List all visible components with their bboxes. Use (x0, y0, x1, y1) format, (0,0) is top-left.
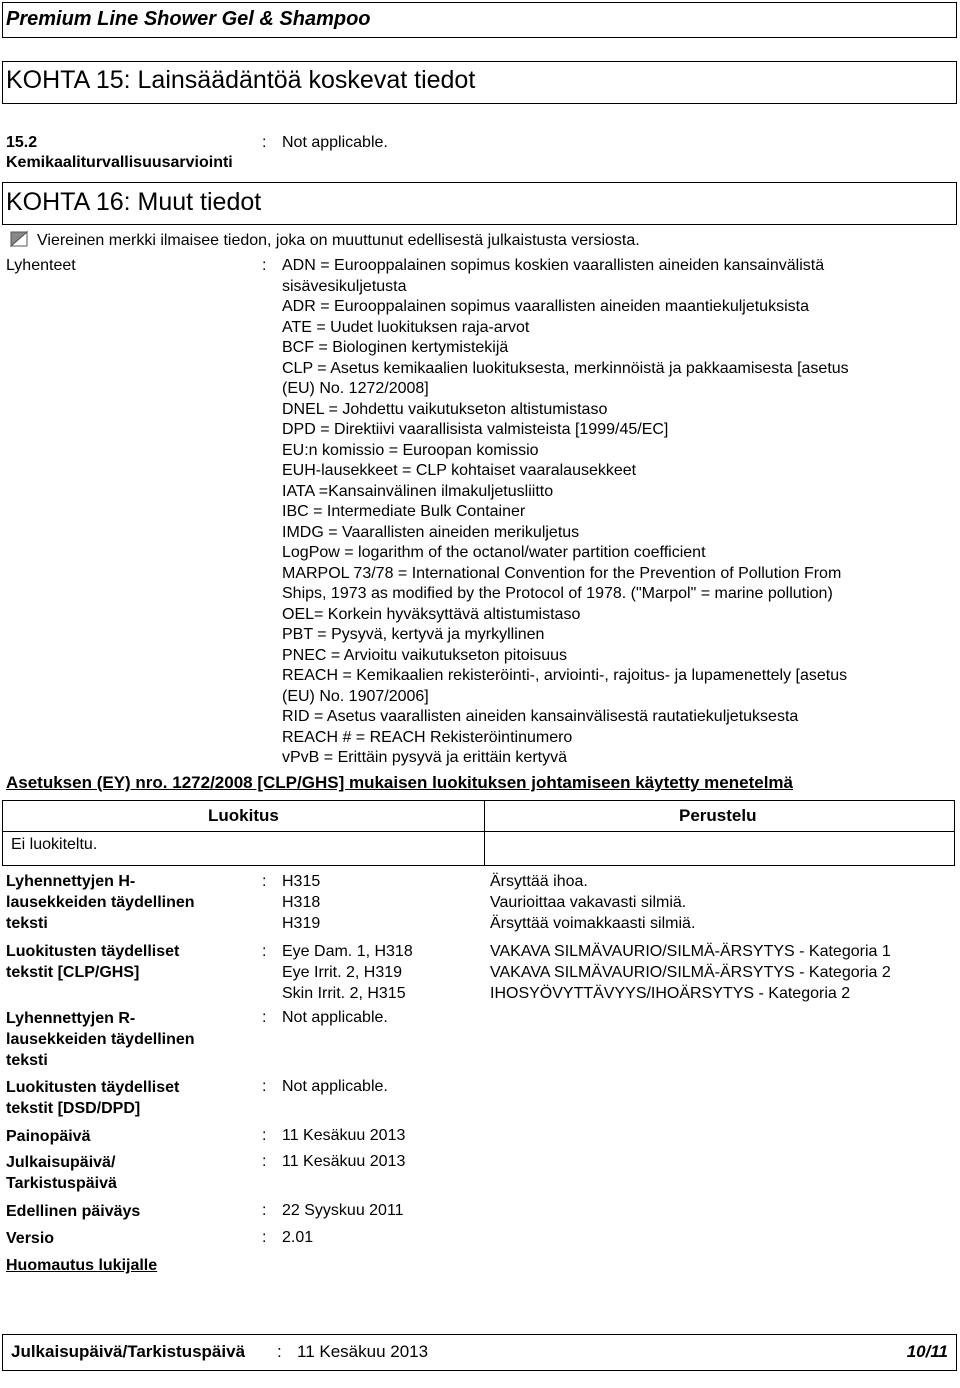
abbreviation-line: CLP = Asetus kemikaalien luokituksesta, merkinnöistä ja pakkaamisesta [asetus (282, 359, 849, 377)
issue-date-value: 11 Kesäkuu 2013 (282, 1153, 406, 1170)
abbreviation-line: MARPOL 73/78 = International Convention for the Prevention of Pollution From (282, 564, 842, 582)
clp-text: IHOSYÖVYTTÄVYYS/IHOÄRSYTYS - Kategoria 2 (490, 985, 851, 1002)
clp-classification-texts (490, 941, 891, 1004)
abbreviation-line: sisävesikuljetusta (282, 277, 407, 295)
print-date-value: 11 Kesäkuu 2013 (282, 1127, 406, 1144)
colon: : (262, 134, 267, 151)
clp-code: Eye Irrit. 2, H319 (282, 964, 403, 981)
h-text: Ärsyttää ihoa. (490, 873, 588, 890)
colon: : (262, 1078, 267, 1095)
footer-date-value: 11 Kesäkuu 2013 (297, 1342, 429, 1361)
abbreviation-line: EU:n komissio = Euroopan komissio (282, 441, 539, 459)
abbreviation-line: EUH-lausekkeet = CLP kohtaiset vaaralausekkeet (282, 462, 637, 479)
label-line: Luokitusten täydelliset (6, 943, 180, 960)
abbreviations-label: Lyhenteet (6, 257, 76, 274)
abbreviation-line: REACH = Kemikaalien rekisteröinti-, arviointi-, rajoitus- ja lupamenettely [asetus (282, 667, 848, 684)
h-code: H318 (282, 894, 321, 911)
label-line: teksti (6, 1052, 48, 1069)
product-title: Premium Line Shower Gel & Shampoo (6, 8, 371, 30)
abbreviation-line: PBT = Pysyvä, kertyvä ja myrkyllinen (282, 626, 545, 643)
dsd-classifications-value: Not applicable. (282, 1078, 388, 1095)
abbreviation-line: (EU) No. 1272/2008] (282, 380, 429, 397)
colon: : (262, 1127, 267, 1144)
abbreviation-line: Ships, 1973 as modified by the Protocol of 1978. ("Marpol" = marine pollution) (282, 585, 833, 602)
label-line: Julkaisupäivä/ (6, 1154, 116, 1171)
section-15-2-number: 15.2 (6, 134, 38, 151)
abbreviation-line: ADN = Eurooppalainen sopimus koskien vaarallisten aineiden kansainvälistä (282, 257, 825, 274)
clp-text: VAKAVA SILMÄVAURIO/SILMÄ-ÄRSYTYS - Kategoria 2 (490, 964, 891, 981)
abbreviation-line: (EU) No. 1907/2006] (282, 687, 429, 705)
h-code: H315 (282, 873, 321, 890)
colon: : (262, 873, 267, 890)
label-line: Lyhennettyjen R- (6, 1010, 136, 1027)
section-15-2-label: Kemikaaliturvallisuusarviointi (6, 154, 233, 171)
label-line: tekstit [CLP/GHS] (6, 964, 140, 981)
abbreviation-line: BCF = Biologinen kertymistekijä (282, 339, 509, 356)
version-value: 2.01 (282, 1229, 314, 1246)
clp-code: Skin Irrit. 2, H315 (282, 985, 406, 1002)
colon: : (262, 1009, 267, 1026)
abbreviations-list (282, 256, 849, 769)
label-line: teksti (6, 915, 48, 932)
table-row-divider (2, 831, 955, 832)
label-line: Tarkistuspäivä (6, 1175, 117, 1192)
h-statements-label (6, 871, 195, 934)
r-phrases-label (6, 1008, 195, 1071)
abbreviation-line: LogPow = logarithm of the octanol/water partition coefficient (282, 544, 706, 561)
abbreviation-line: ADR = Eurooppalainen sopimus vaarallisten aineiden maantiekuljetuksista (282, 298, 809, 315)
h-code: H319 (282, 915, 321, 932)
label-line: lausekkeiden täydellinen (6, 1031, 195, 1048)
notice-to-reader-heading: Huomautus lukijalle (6, 1257, 158, 1274)
table-header-classification: Luokitus (208, 806, 279, 825)
label-line: Lyhennettyjen H- (6, 873, 136, 890)
abbreviation-line: IBC = Intermediate Bulk Container (282, 503, 526, 520)
colon: : (262, 943, 267, 960)
h-text: Ärsyttää voimakkaasti silmiä. (490, 915, 696, 932)
abbreviation-line: PNEC = Arvioitu vaikutukseton pitoisuus (282, 646, 568, 664)
version-label: Versio (6, 1230, 55, 1247)
colon: : (262, 1229, 267, 1246)
label-line: Luokitusten täydelliset (6, 1079, 180, 1096)
clp-code: Eye Dam. 1, H318 (282, 943, 413, 960)
abbreviation-line: DPD = Direktiivi vaarallisista valmisteista [1999/45/EC] (282, 421, 669, 438)
colon: : (262, 1153, 267, 1170)
abbreviation-line: vPvB = Erittäin pysyvä ja erittäin kertyvä (282, 749, 567, 766)
change-note: Viereinen merkki ilmaisee tiedon, joka on muuttunut edellisestä julkaistusta versiosta. (37, 232, 640, 249)
footer-page-number: 10/11 (906, 1342, 948, 1361)
previous-date-value: 22 Syyskuu 2011 (282, 1202, 404, 1219)
clp-classification-codes (282, 941, 413, 1004)
previous-date-label: Edellinen päiväys (6, 1203, 141, 1220)
table-header-justification: Perustelu (679, 806, 757, 825)
abbreviation-line: IMDG = Vaarallisten aineiden merikuljetus (282, 523, 580, 541)
chemical-safety-assessment-value: Not applicable. (282, 134, 388, 151)
table-column-divider (484, 800, 485, 866)
colon: : (262, 1202, 267, 1219)
change-marker-icon (10, 231, 28, 247)
abbreviation-line: RID = Asetus vaarallisten aineiden kansainvälisestä rautatiekuljetuksesta (282, 708, 799, 725)
table-cell-classification: Ei luokiteltu. (11, 836, 98, 853)
abbreviation-line: REACH # = REACH Rekisteröintinumero (282, 728, 573, 746)
print-date-label: Painopäivä (6, 1128, 91, 1145)
h-statement-codes (282, 871, 320, 934)
issue-date-label (6, 1152, 117, 1194)
section-16-title: KOHTA 16: Muut tiedot (6, 188, 262, 216)
dsd-classifications-label (6, 1077, 179, 1119)
abbreviation-line: OEL= Korkein hyväksyttävä altistumistaso (282, 605, 581, 623)
label-line: tekstit [DSD/DPD] (6, 1100, 141, 1117)
clp-classifications-label (6, 941, 179, 983)
colon: : (277, 1342, 282, 1361)
colon: : (262, 257, 267, 274)
abbreviation-line: ATE = Uudet luokituksen raja-arvot (282, 318, 530, 336)
h-text: Vaurioittaa vakavasti silmiä. (490, 894, 687, 911)
h-statement-texts (490, 871, 695, 934)
footer-date-label: Julkaisupäivä/Tarkistuspäivä (11, 1342, 246, 1361)
r-phrases-value: Not applicable. (282, 1009, 388, 1026)
clp-text: VAKAVA SILMÄVAURIO/SILMÄ-ÄRSYTYS - Kategoria 1 (490, 943, 891, 960)
label-line: lausekkeiden täydellinen (6, 894, 195, 911)
classification-method-heading: Asetuksen (EY) nro. 1272/2008 [CLP/GHS] mukaisen luokituksen johtamiseen käytetty menetelmä (6, 773, 793, 792)
abbreviation-line: IATA =Kansainvälinen ilmakuljetusliitto (282, 482, 554, 500)
abbreviation-line: DNEL = Johdettu vaikutukseton altistumistaso (282, 400, 608, 418)
section-15-title: KOHTA 15: Lainsäädäntöä koskevat tiedot (6, 66, 476, 94)
